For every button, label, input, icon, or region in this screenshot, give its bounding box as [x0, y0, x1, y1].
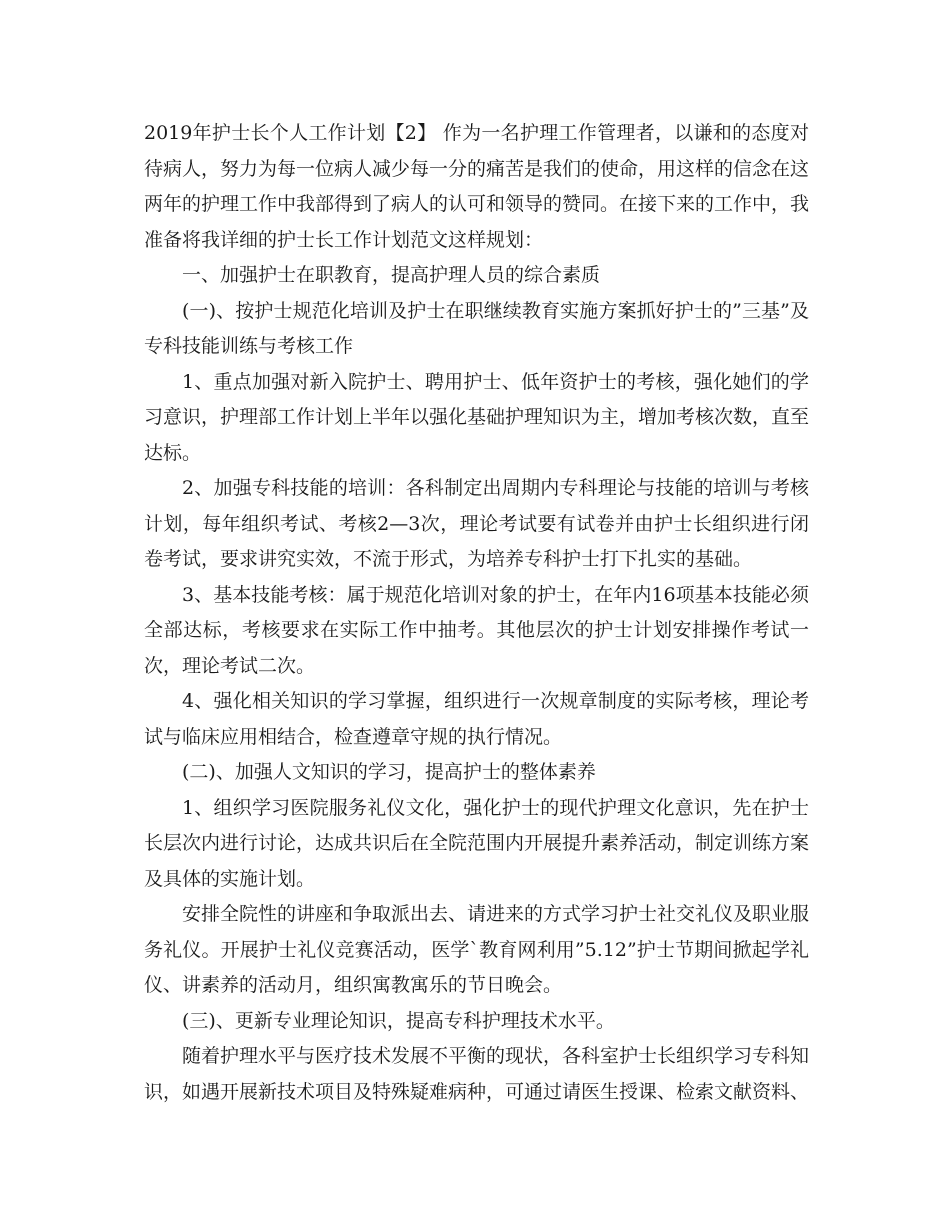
intro-text: 作为一名护理工作管理者，以谦和的态度对待病人，努力为每一位病人减少每一分的痛苦是我们的使命，用这样的信念在这两年的护理工作中我部得到了病人的认可和领导的赞同。在接下来的工作中，我准备将我详细的护士长工作计划范文这样规划： — [144, 122, 810, 251]
document-title: 2019年护士长个人工作计划【2】 — [144, 122, 437, 144]
body-paragraph: 随着护理水平与医疗技术发展不平衡的现状，各科室护士长组织学习专科知识，如遇开展新技术项目及特殊疑难病种，可通过请医生授课、检索文献资料、 — [144, 1045, 810, 1103]
body-paragraph: 4、强化相关知识的学习掌握，组织进行一次规章制度的实际考核，理论考试与临床应用相结合，检查遵章守规的执行情况。 — [144, 690, 809, 748]
body-paragraph: 安排全院性的讲座和争取派出去、请进来的方式学习护士社交礼仪及职业服务礼仪。开展护士礼仪竞赛活动，医学`教育网利用”5.12”护士节期间掀起学礼仪、讲素养的活动月，组织寓教寓乐的节日晚会。 — [144, 903, 810, 996]
body-paragraph: 1、重点加强对新入院护士、聘用护士、低年资护士的考核，强化她们的学习意识，护理部工作计划上半年以强化基础护理知识为主，增加考核次数，直至达标。 — [144, 370, 810, 464]
subsection-heading-3: (三)、更新专业理论知识，提高专科护理技术水平。 — [182, 1009, 615, 1032]
body-paragraph: 1、组织学习医院服务礼仪文化，强化护士的现代护理文化意识，先在护士长层次内进行讨论，达成共识后在全院范围内开展提升素养活动，制定训练方案及具体的实施计划。 — [144, 796, 810, 890]
document-page — [144, 116, 809, 1110]
body-paragraph: 3、基本技能考核：属于规范化培训对象的护士，在年内16项基本技能必须全部达标，考核要求在实际工作中抽考。其他层次的护士计划安排操作考试一次，理论考试二次。 — [144, 583, 809, 677]
section-heading-1: 一、加强护士在职教育，提高护理人员的综合素质 — [182, 264, 601, 286]
subsection-heading-1: (一)、按护士规范化培训及护士在职继续教育实施方案抓好护士的”三基”及专科技能训练与考核工作 — [144, 299, 809, 357]
body-paragraph: 2、加强专科技能的培训：各科制定出周期内专科理论与技能的培训与考核计划，每年组织考试、考核2—3次，理论考试要有试卷并由护士长组织进行闭卷考试，要求讲究实效，不流于形式，为培养专科护士打下扎实的基础。 — [144, 477, 809, 570]
subsection-heading-2: (二)、加强人文知识的学习，提高护士的整体素养 — [182, 761, 596, 783]
intro-paragraph — [144, 116, 809, 258]
